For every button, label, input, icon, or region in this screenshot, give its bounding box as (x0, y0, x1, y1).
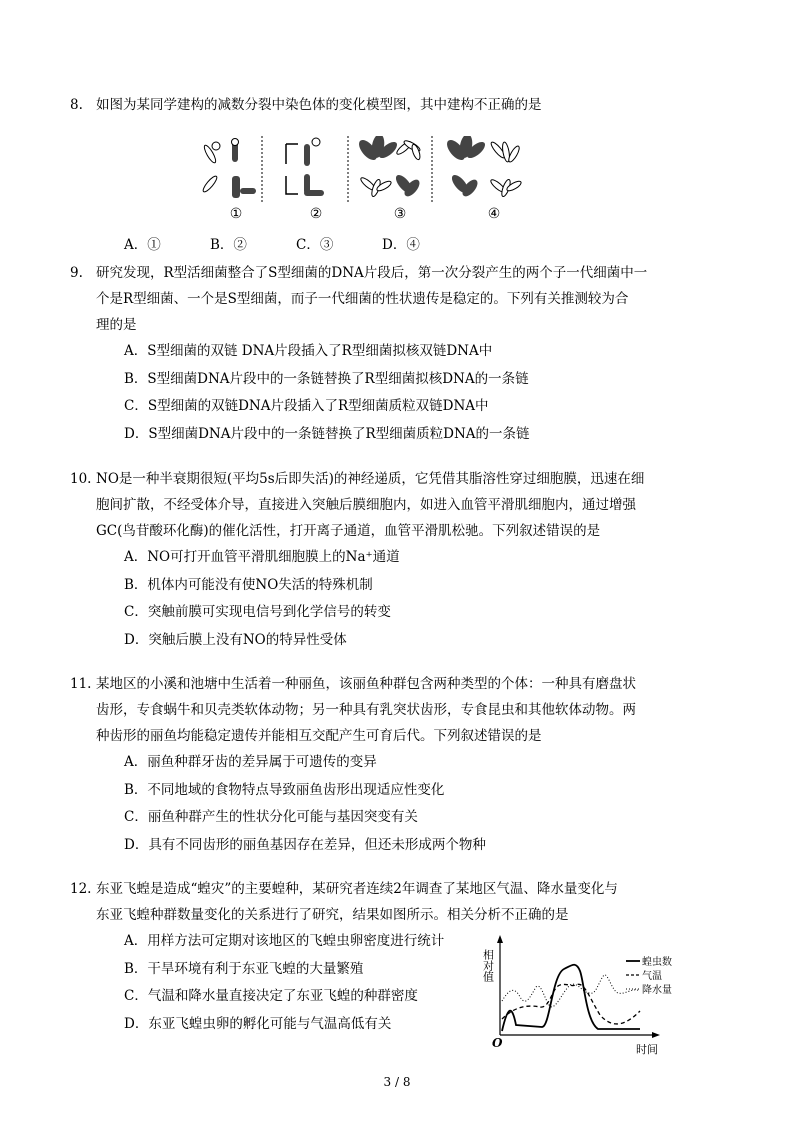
option-c[interactable]: C．突触前膜可实现电信号到化学信号的转变 (124, 604, 391, 620)
stem-line: 研究发现，R型活细菌整合了S型细菌的DNA片段后，第一次分裂产生的两个子一代细菌中一 (96, 265, 648, 281)
origin-label: O (492, 1036, 503, 1050)
y-axis-arrow-icon (497, 935, 503, 943)
series-precipitation (502, 975, 640, 1007)
model-4 (444, 136, 523, 199)
stem-line: 个是R型细菌、一个是S型细菌，而子一代细菌的性状遗传是稳定的。下列有关推测较为合 (96, 291, 629, 307)
stem-line: 胞间扩散，不经受体介导，直接进入突触后膜细胞内，如进入血管平滑肌细胞内，通过增强 (96, 497, 636, 513)
option-b[interactable]: B．机体内可能没有使NO失活的特殊机制 (124, 576, 373, 593)
figure-label-2: ② (309, 206, 323, 222)
stem-line: NO是一种半衰期很短(平均5s后即失活)的神经递质，它凭借其脂溶性穿过细胞膜，迅速在细 (96, 471, 645, 487)
stem-line: 东亚飞蝗是造成“蝗灾”的主要蝗种，某研究者连续2年调查了某地区气温、降水量变化与 (96, 881, 618, 897)
figure-label-3: ③ (393, 206, 407, 222)
question-8-options (96, 232, 696, 258)
legend-precipitation: 降水量 (642, 985, 672, 996)
x-axis-arrow-icon (652, 1032, 660, 1038)
stem-line: 种齿形的丽鱼均能稳定遗传并能相互交配产生可育后代。下列叙述错误的是 (96, 728, 542, 744)
option-b[interactable]: B．S型细菌DNA片段中的一条链替换了R型细菌拟核DNA的一条链 (124, 370, 529, 387)
model-1 (201, 136, 262, 202)
option-a[interactable]: A．用样方法可定期对该地区的飞蝗虫卵密度进行统计 (124, 933, 445, 949)
stem-line: 理的是 (96, 317, 137, 333)
option-b[interactable]: B．干旱环境有利于东亚飞蝗的大量繁殖 (124, 960, 364, 977)
legend-temperature: 气温 (642, 971, 662, 982)
option-a[interactable]: A．S型细菌的双链 DNA片段插入了R型细菌拟核双链DNA中 (124, 343, 493, 359)
option-d[interactable]: D．S型细菌DNA片段中的一条链替换了R型细菌质粒DNA的一条链 (124, 425, 530, 442)
stem-line: GC(鸟苷酸环化酶)的催化活性，打开离子通道，血管平滑肌松驰。下列叙述错误的是 (96, 523, 601, 539)
stem-line: 某地区的小溪和池塘中生活着一种丽鱼，该丽鱼种群包含两种类型的个体：一种具有磨盘状 (96, 676, 636, 692)
model-3 (356, 136, 432, 202)
model-2 (286, 136, 348, 202)
question-number: 12. (70, 881, 92, 897)
option-d[interactable]: D．突触后膜上没有NO的特异性受体 (124, 631, 347, 648)
option-b[interactable]: B．不同地域的食物特点导致丽鱼齿形出现适应性变化 (124, 781, 445, 798)
question-number: 9. (70, 265, 83, 281)
option-d[interactable]: D．④ (382, 237, 420, 253)
question-number: 11. (70, 676, 92, 692)
question-11 (70, 671, 696, 859)
series-locust-count (502, 965, 640, 1031)
option-a[interactable]: A．NO可打开血管平滑肌细胞膜上的Na⁺通道 (124, 549, 400, 565)
chromosome-model-figure (198, 136, 558, 224)
stem-line: 齿形，专食蜗牛和贝壳类软体动物；另一种具有乳突状齿形，专食昆虫和其他软体动物。两 (96, 702, 636, 718)
question-10 (70, 466, 696, 654)
option-d[interactable]: D．具有不同齿形的丽鱼基因存在差异，但还未形成两个物种 (124, 836, 486, 853)
option-c[interactable]: C．③ (296, 237, 334, 253)
option-c[interactable]: C．丽鱼种群产生的性状分化可能与基因突变有关 (124, 809, 418, 825)
locust-climate-chart (480, 935, 680, 1057)
option-c[interactable]: C．气温和降水量直接决定了东亚飞蝗的种群密度 (124, 988, 418, 1004)
option-d[interactable]: D．东亚飞蝗虫卵的孵化可能与气温高低有关 (124, 1015, 392, 1032)
option-a[interactable]: A．丽鱼种群牙齿的差异属于可遗传的变异 (124, 754, 377, 770)
option-a[interactable]: A．① (124, 237, 161, 253)
page-number: 3 / 8 (383, 1075, 411, 1089)
x-axis-label: 时间 (636, 1043, 658, 1056)
series-temperature (502, 984, 640, 1024)
stem-line: 东亚飞蝗种群数量变化的关系进行了研究，结果如图所示。相关分析不正确的是 (96, 907, 569, 923)
question-number: 8. (70, 97, 83, 113)
legend-locust: 蝗虫数 (642, 957, 672, 968)
option-c[interactable]: C．S型细菌的双链DNA片段插入了R型细菌质粒双链DNA中 (124, 398, 489, 414)
figure-label-1: ① (229, 206, 243, 222)
question-number: 10. (70, 471, 92, 487)
question-9 (70, 260, 696, 448)
question-stem: 如图为某同学建构的减数分裂中染色体的变化模型图，其中建构不正确的是 (96, 97, 542, 113)
figure-label-4: ④ (487, 206, 501, 222)
option-b[interactable]: B．② (210, 237, 247, 253)
y-axis-label: 相对值 (481, 949, 495, 982)
question-8 (70, 92, 696, 118)
